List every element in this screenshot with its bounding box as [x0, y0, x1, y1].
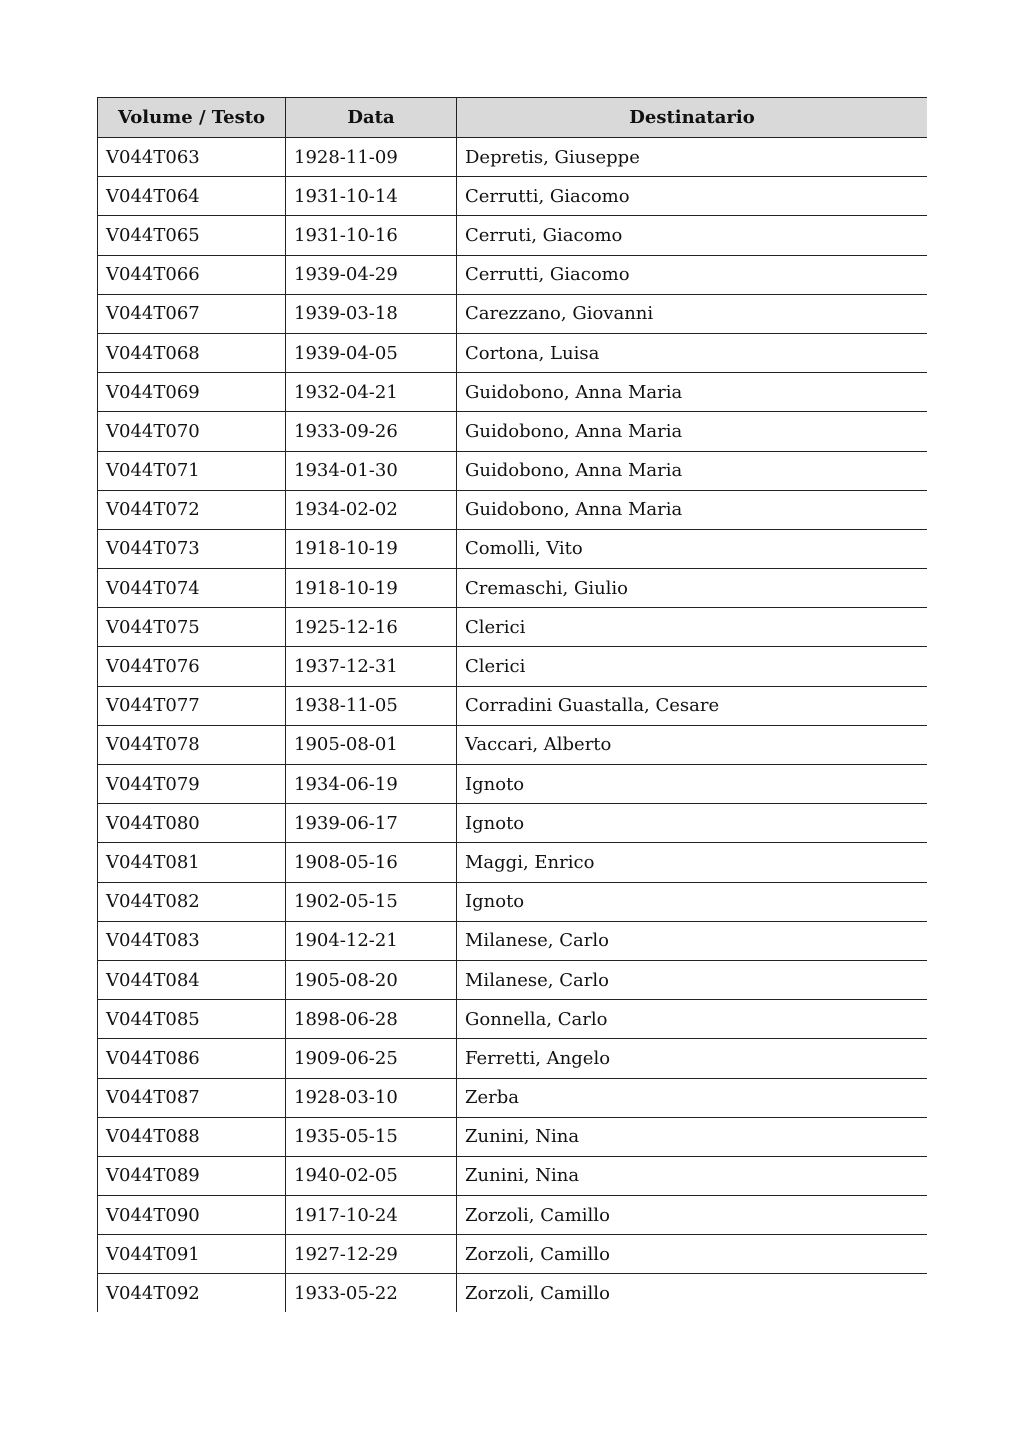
cell-destinatario: Clerici [457, 647, 928, 686]
table-row [98, 960, 928, 999]
cell-data: 1908-05-16 [286, 843, 457, 882]
cell-data: 1939-06-17 [286, 804, 457, 843]
cell-data: 1927-12-29 [286, 1235, 457, 1274]
cell-destinatario: Maggi, Enrico [457, 843, 928, 882]
cell-data: 1935-05-15 [286, 1117, 457, 1156]
cell-destinatario: Vaccari, Alberto [457, 725, 928, 764]
header-data: Data [286, 98, 457, 138]
cell-volume-testo: V044T070 [98, 412, 286, 451]
cell-volume-testo: V044T068 [98, 333, 286, 372]
table-row [98, 177, 928, 216]
cell-data: 1917-10-24 [286, 1196, 457, 1235]
table-row [98, 412, 928, 451]
table-row [98, 216, 928, 255]
cell-destinatario: Cerruti, Giacomo [457, 216, 928, 255]
cell-volume-testo: V044T080 [98, 804, 286, 843]
table-row [98, 1117, 928, 1156]
table-header-row [98, 98, 928, 138]
cell-data: 1933-09-26 [286, 412, 457, 451]
table-row [98, 882, 928, 921]
table-row [98, 1039, 928, 1078]
cell-volume-testo: V044T066 [98, 255, 286, 294]
cell-destinatario: Comolli, Vito [457, 529, 928, 568]
cell-destinatario: Depretis, Giuseppe [457, 138, 928, 177]
cell-data: 1918-10-19 [286, 529, 457, 568]
cell-destinatario: Ferretti, Angelo [457, 1039, 928, 1078]
cell-volume-testo: V044T072 [98, 490, 286, 529]
cell-volume-testo: V044T076 [98, 647, 286, 686]
cell-destinatario: Cerrutti, Giacomo [457, 255, 928, 294]
cell-destinatario: Carezzano, Giovanni [457, 294, 928, 333]
header-volume-testo: Volume / Testo [98, 98, 286, 138]
cell-volume-testo: V044T090 [98, 1196, 286, 1235]
cell-data: 1902-05-15 [286, 882, 457, 921]
cell-volume-testo: V044T082 [98, 882, 286, 921]
table-row [98, 255, 928, 294]
cell-volume-testo: V044T077 [98, 686, 286, 725]
table-row [98, 138, 928, 177]
cell-volume-testo: V044T083 [98, 921, 286, 960]
cell-volume-testo: V044T081 [98, 843, 286, 882]
table-row [98, 647, 928, 686]
table-row [98, 333, 928, 372]
cell-destinatario: Gonnella, Carlo [457, 1000, 928, 1039]
cell-data: 1934-02-02 [286, 490, 457, 529]
cell-data: 1931-10-16 [286, 216, 457, 255]
table-row [98, 569, 928, 608]
cell-volume-testo: V044T075 [98, 608, 286, 647]
table-row [98, 1000, 928, 1039]
table-row [98, 1235, 928, 1274]
cell-destinatario: Guidobono, Anna Maria [457, 451, 928, 490]
cell-volume-testo: V044T088 [98, 1117, 286, 1156]
cell-destinatario: Cremaschi, Giulio [457, 569, 928, 608]
cell-volume-testo: V044T065 [98, 216, 286, 255]
cell-volume-testo: V044T067 [98, 294, 286, 333]
cell-data: 1918-10-19 [286, 569, 457, 608]
table-row [98, 1196, 928, 1235]
cell-volume-testo: V044T086 [98, 1039, 286, 1078]
cell-destinatario: Zorzoli, Camillo [457, 1274, 928, 1312]
cell-volume-testo: V044T091 [98, 1235, 286, 1274]
cell-data: 1898-06-28 [286, 1000, 457, 1039]
cell-data: 1938-11-05 [286, 686, 457, 725]
cell-destinatario: Guidobono, Anna Maria [457, 412, 928, 451]
cell-volume-testo: V044T084 [98, 960, 286, 999]
cell-volume-testo: V044T064 [98, 177, 286, 216]
table-row [98, 490, 928, 529]
cell-destinatario: Guidobono, Anna Maria [457, 490, 928, 529]
table-row [98, 765, 928, 804]
table-row [98, 686, 928, 725]
cell-data: 1933-05-22 [286, 1274, 457, 1312]
cell-destinatario: Clerici [457, 608, 928, 647]
cell-data: 1932-04-21 [286, 373, 457, 412]
table-row [98, 804, 928, 843]
cell-data: 1928-11-09 [286, 138, 457, 177]
cell-data: 1931-10-14 [286, 177, 457, 216]
cell-destinatario: Ignoto [457, 804, 928, 843]
cell-volume-testo: V044T079 [98, 765, 286, 804]
cell-volume-testo: V044T092 [98, 1274, 286, 1312]
table-row [98, 1156, 928, 1195]
cell-data: 1939-03-18 [286, 294, 457, 333]
table-row [98, 843, 928, 882]
cell-volume-testo: V044T063 [98, 138, 286, 177]
cell-data: 1934-06-19 [286, 765, 457, 804]
cell-data: 1939-04-05 [286, 333, 457, 372]
cell-data: 1904-12-21 [286, 921, 457, 960]
table-row [98, 1274, 928, 1312]
cell-destinatario: Cerrutti, Giacomo [457, 177, 928, 216]
cell-destinatario: Zunini, Nina [457, 1156, 928, 1195]
letters-table [97, 97, 927, 1312]
cell-volume-testo: V044T085 [98, 1000, 286, 1039]
cell-data: 1928-03-10 [286, 1078, 457, 1117]
cell-data: 1905-08-20 [286, 960, 457, 999]
table-row [98, 921, 928, 960]
cell-data: 1909-06-25 [286, 1039, 457, 1078]
table-row [98, 608, 928, 647]
cell-destinatario: Corradini Guastalla, Cesare [457, 686, 928, 725]
cell-volume-testo: V044T073 [98, 529, 286, 568]
table-body [98, 138, 928, 1313]
table-row [98, 373, 928, 412]
table-row [98, 294, 928, 333]
cell-data: 1905-08-01 [286, 725, 457, 764]
cell-volume-testo: V044T078 [98, 725, 286, 764]
table-row [98, 725, 928, 764]
cell-destinatario: Zorzoli, Camillo [457, 1196, 928, 1235]
cell-destinatario: Zerba [457, 1078, 928, 1117]
cell-destinatario: Zorzoli, Camillo [457, 1235, 928, 1274]
cell-destinatario: Guidobono, Anna Maria [457, 373, 928, 412]
cell-volume-testo: V044T087 [98, 1078, 286, 1117]
cell-data: 1925-12-16 [286, 608, 457, 647]
cell-data: 1934-01-30 [286, 451, 457, 490]
table-row [98, 451, 928, 490]
cell-volume-testo: V044T074 [98, 569, 286, 608]
cell-data: 1940-02-05 [286, 1156, 457, 1195]
cell-volume-testo: V044T089 [98, 1156, 286, 1195]
cell-data: 1937-12-31 [286, 647, 457, 686]
table-row [98, 1078, 928, 1117]
cell-destinatario: Ignoto [457, 882, 928, 921]
cell-destinatario: Milanese, Carlo [457, 921, 928, 960]
cell-destinatario: Ignoto [457, 765, 928, 804]
cell-data: 1939-04-29 [286, 255, 457, 294]
cell-volume-testo: V044T069 [98, 373, 286, 412]
header-destinatario: Destinatario [457, 98, 928, 138]
table-row [98, 529, 928, 568]
cell-volume-testo: V044T071 [98, 451, 286, 490]
cell-destinatario: Milanese, Carlo [457, 960, 928, 999]
letters-table-container [97, 97, 927, 1312]
cell-destinatario: Zunini, Nina [457, 1117, 928, 1156]
cell-destinatario: Cortona, Luisa [457, 333, 928, 372]
